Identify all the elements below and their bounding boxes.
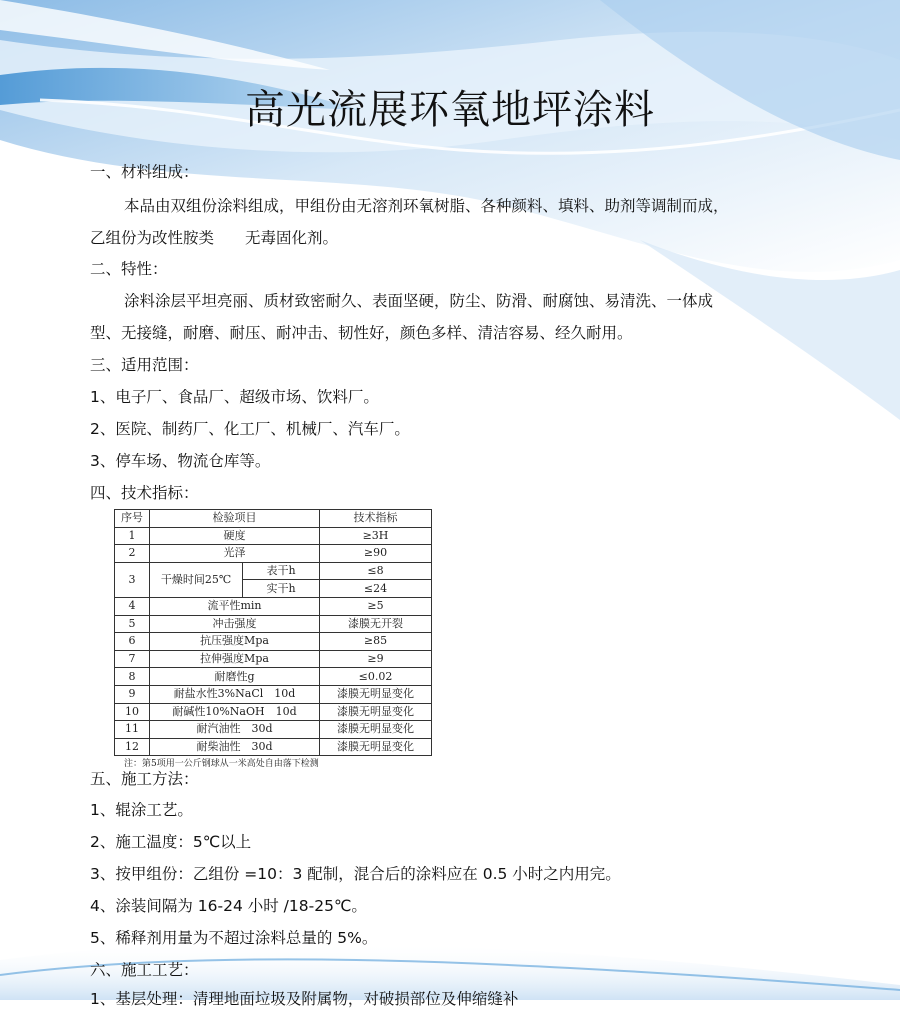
table-cell: 5: [115, 615, 150, 633]
table-cell: 表干h: [243, 562, 320, 580]
table-cell: ≤24: [320, 580, 432, 598]
table-cell: 耐盐水性3%NaCl 10d: [150, 685, 320, 703]
table-cell: 硬度: [150, 527, 320, 545]
table-header-cell: 检验项目: [150, 510, 320, 528]
table-cell: 耐碱性10%NaOH 10d: [150, 703, 320, 721]
table-row: [115, 650, 432, 668]
table-cell: 3: [115, 562, 150, 597]
table-cell: 实干h: [243, 580, 320, 598]
table-cell: 11: [115, 721, 150, 739]
table-cell: 漆膜无明显变化: [320, 703, 432, 721]
table-cell: 光泽: [150, 545, 320, 563]
table-cell: 2: [115, 545, 150, 563]
table-row: [115, 527, 432, 545]
table-row: [115, 615, 432, 633]
table-cell: 冲击强度: [150, 615, 320, 633]
section-heading-process: 六、施工工艺：: [90, 961, 199, 979]
table-cell: ≤0.02: [320, 668, 432, 686]
list-item: 3、停车场、物流仓库等。: [90, 452, 271, 470]
table-cell: ≥5: [320, 597, 432, 615]
table-cell: 10: [115, 703, 150, 721]
table-cell: 耐磨性g: [150, 668, 320, 686]
table-row: [115, 738, 432, 756]
table-row: [115, 633, 432, 651]
list-item: 4、涂装间隔为 16-24 小时 /18-25℃。: [90, 897, 367, 915]
table-cell: 9: [115, 685, 150, 703]
table-row: [115, 685, 432, 703]
list-item: 1、辊涂工艺。: [90, 801, 193, 819]
table-header-row: [115, 510, 432, 528]
paragraph-line: 涂料涂层平坦亮丽、质材致密耐久、表面坚硬，防尘、防滑、耐腐蚀、易清洗、一体成: [124, 292, 714, 310]
table-cell: ≥85: [320, 633, 432, 651]
paragraph-line: 本品由双组份涂料组成，甲组份由无溶剂环氧树脂、各种颜料、填料、助剂等调制而成，: [124, 197, 729, 215]
document-title: 高光流展环氧地坪涂料: [245, 87, 655, 133]
table-cell: 流平性min: [150, 597, 320, 615]
table-cell: ≥3H: [320, 527, 432, 545]
section-heading-method: 五、施工方法：: [90, 770, 199, 788]
paragraph-line: 乙组份为改性胺类 无毒固化剂。: [90, 229, 339, 247]
table-row: [115, 721, 432, 739]
table-cell: 漆膜无明显变化: [320, 738, 432, 756]
table-row: [115, 597, 432, 615]
section-heading-properties: 二、特性：: [90, 260, 168, 278]
list-item: 2、施工温度：5℃以上: [90, 833, 252, 851]
table-cell: 6: [115, 633, 150, 651]
table-cell: 7: [115, 650, 150, 668]
section-heading-scope: 三、适用范围：: [90, 356, 199, 374]
table-cell: ≥9: [320, 650, 432, 668]
spec-table: [114, 509, 432, 756]
table-cell: 耐柴油性 30d: [150, 738, 320, 756]
list-item: 1、电子厂、食品厂、超级市场、饮料厂。: [90, 388, 379, 406]
table-cell: 1: [115, 527, 150, 545]
table-cell: 抗压强度Mpa: [150, 633, 320, 651]
list-item: 2、医院、制药厂、化工厂、机械厂、汽车厂。: [90, 420, 410, 438]
table-cell: ≥90: [320, 545, 432, 563]
table-cell: ≤8: [320, 562, 432, 580]
table-row: [115, 562, 432, 580]
table-cell: 12: [115, 738, 150, 756]
list-item-cut-off: 1、基层处理：清理地面垃圾及附属物，对破损部位及伸缩缝补: [90, 990, 519, 1008]
table-header-cell: 序号: [115, 510, 150, 528]
table-cell: 8: [115, 668, 150, 686]
table-header-cell: 技术指标: [320, 510, 432, 528]
paragraph-line: 型、无接缝，耐磨、耐压、耐冲击、韧性好，颜色多样、清洁容易、经久耐用。: [90, 324, 633, 342]
section-heading-specs: 四、技术指标：: [90, 484, 199, 502]
table-cell: 漆膜无明显变化: [320, 721, 432, 739]
table-row: [115, 545, 432, 563]
section-heading-composition: 一、材料组成：: [90, 163, 199, 181]
table-cell: 耐汽油性 30d: [150, 721, 320, 739]
table-cell: 拉伸强度Mpa: [150, 650, 320, 668]
table-cell: 漆膜无开裂: [320, 615, 432, 633]
table-row: [115, 668, 432, 686]
list-item: 5、稀释剂用量为不超过涂料总量的 5%。: [90, 929, 378, 947]
table-cell: 4: [115, 597, 150, 615]
list-item: 3、按甲组份：乙组份 =10：3 配制，混合后的涂料应在 0.5 小时之内用完。: [90, 865, 621, 883]
table-cell: 干燥时间25℃: [150, 562, 243, 597]
table-row: [115, 703, 432, 721]
table-cell: 漆膜无明显变化: [320, 685, 432, 703]
table-footnote: 注：第5项用一公斤钢球从一米高处自由落下检测: [124, 759, 319, 769]
